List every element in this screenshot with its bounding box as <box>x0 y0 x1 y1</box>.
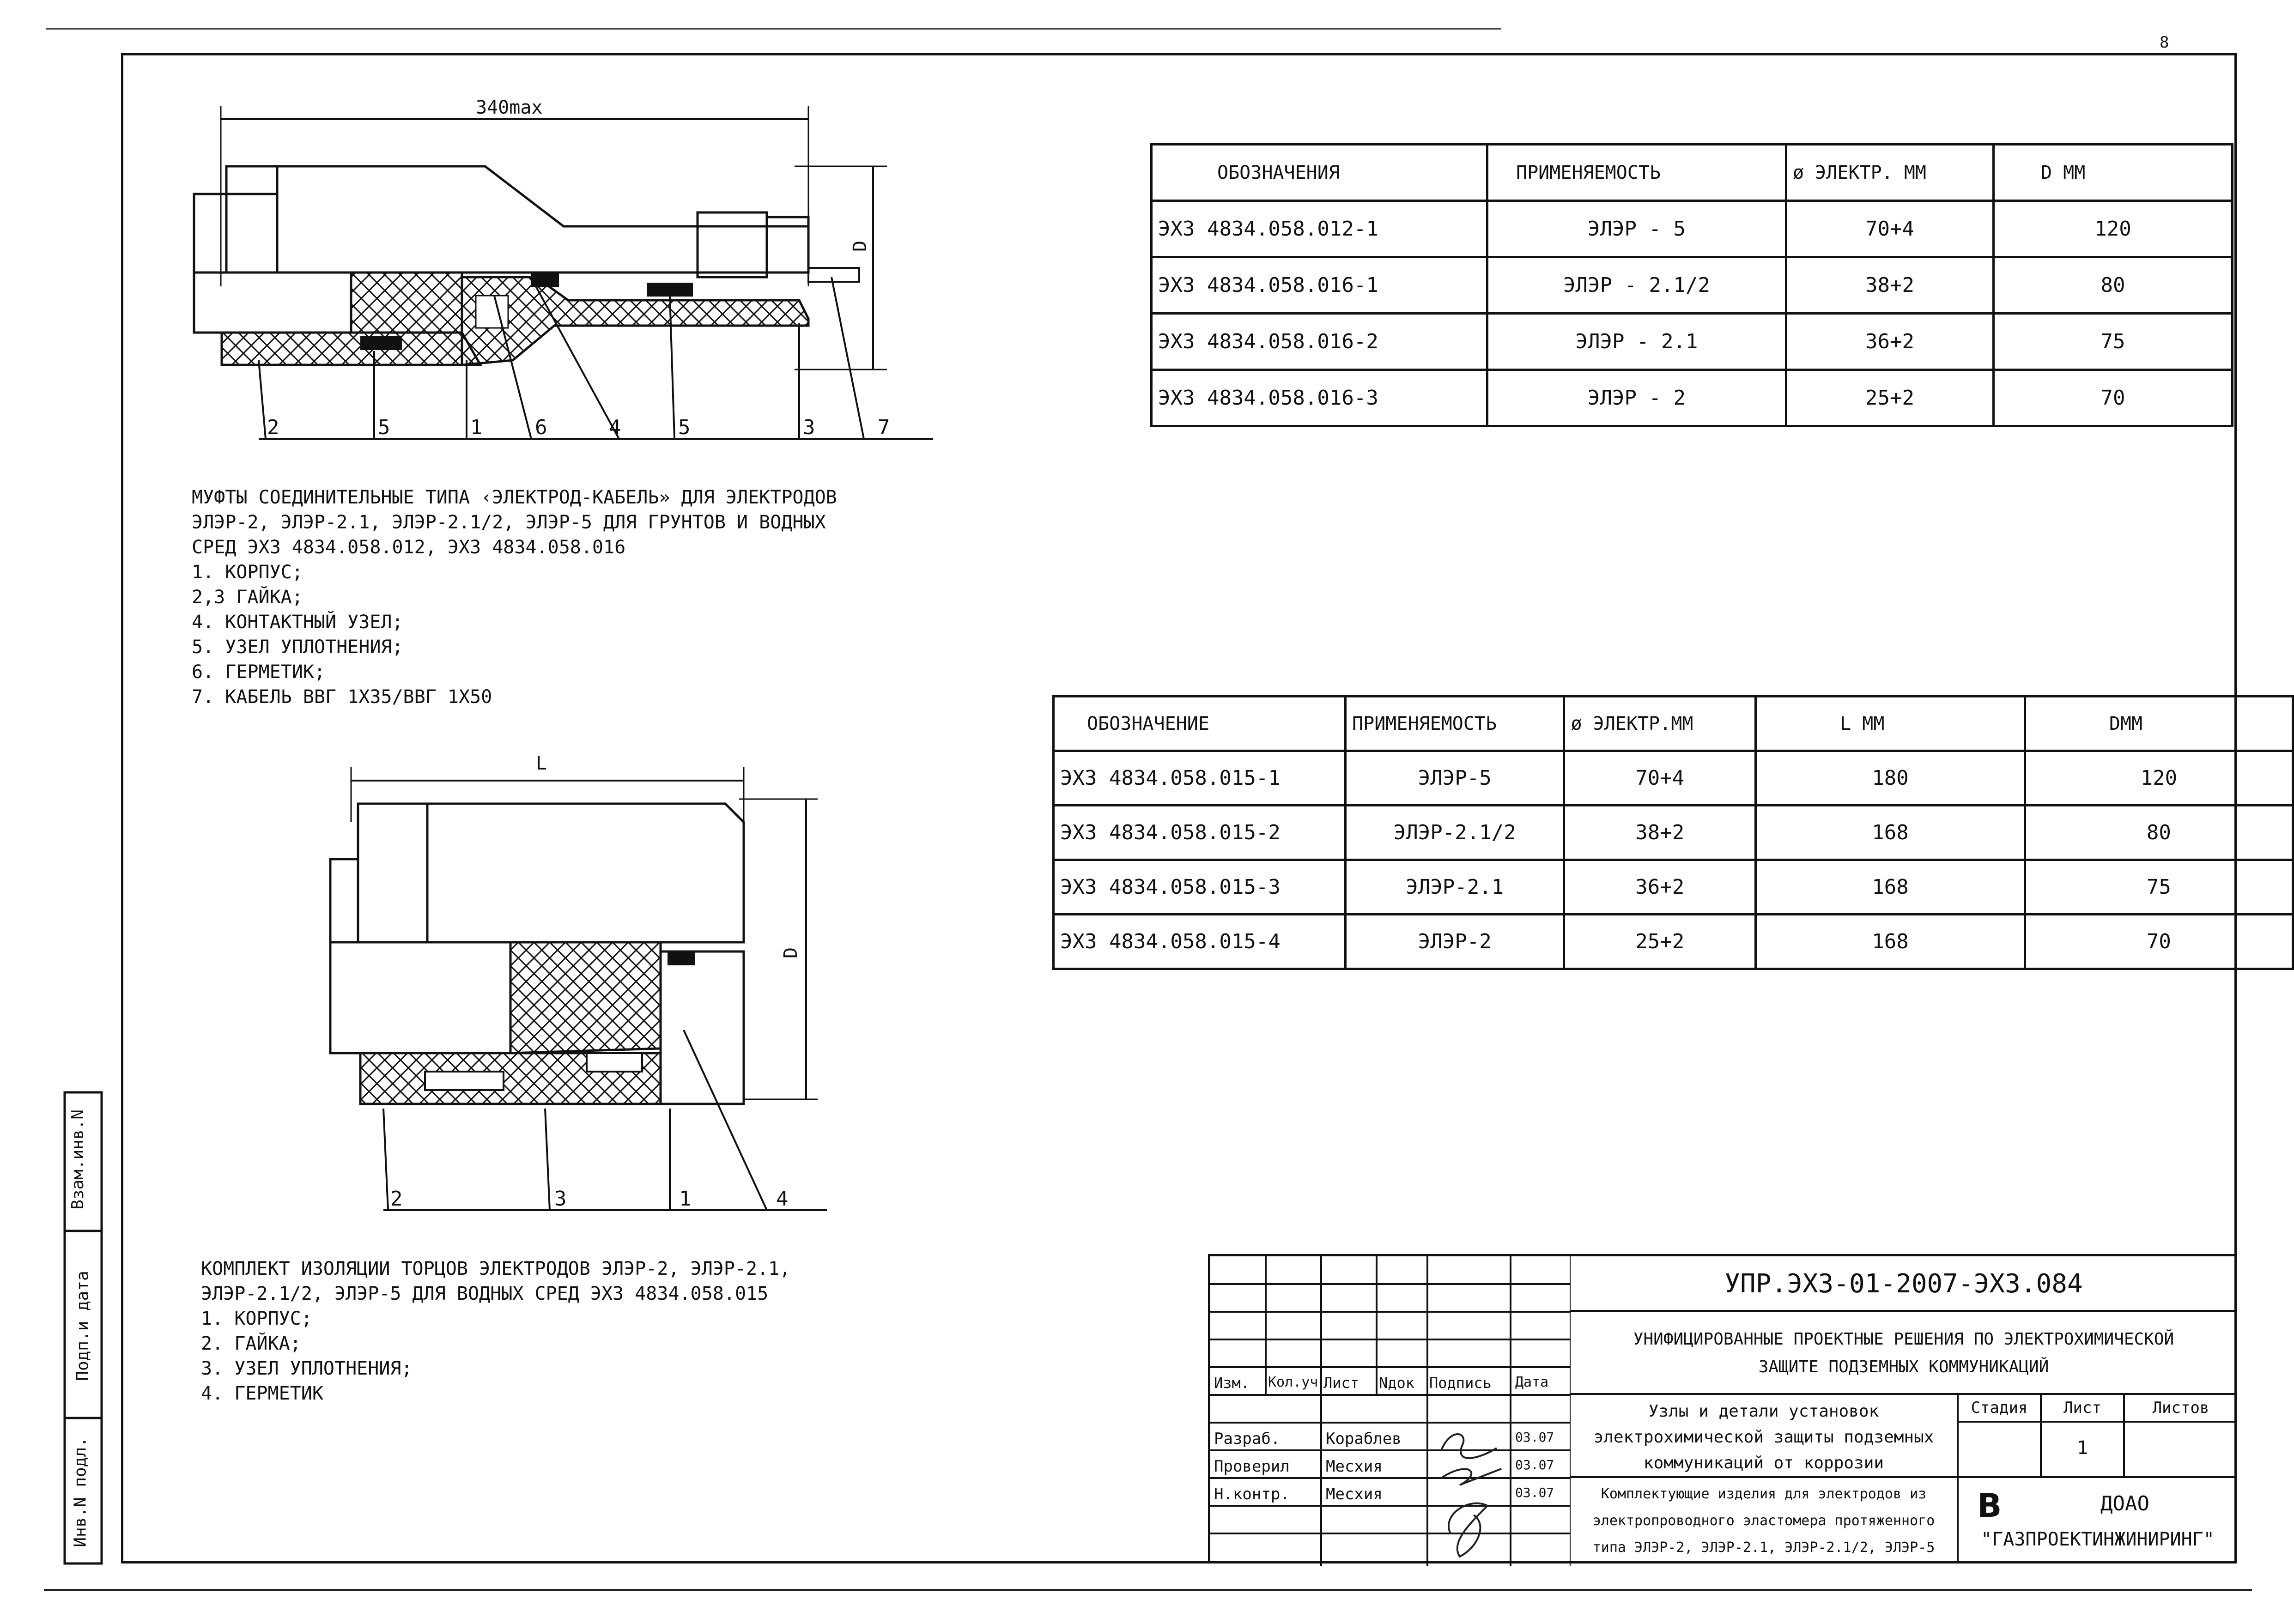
cell-applicability: ЭЛЭР - 2 <box>1487 370 1786 426</box>
desc2-line: 4. ГЕРМЕТИК <box>201 1383 323 1404</box>
table-row <box>1054 915 2293 969</box>
cell-d: 70 <box>2025 915 2293 969</box>
cell-electrode-dia: 36+2 <box>1564 860 1756 915</box>
section-title-2: электрохимической защиты подземных <box>1593 1428 1934 1447</box>
desc1-line: 7. КАБЕЛЬ ВВГ 1Х35/ВВГ 1Х50 <box>192 686 492 708</box>
stage-grid <box>1959 1395 2237 1478</box>
cell-designation: ЭХЗ 4834.058.016-1 <box>1152 257 1487 314</box>
table-row <box>1054 860 2293 915</box>
cell-applicability: ЭЛЭР - 2.1/2 <box>1487 257 1786 314</box>
page-mark: 8 <box>2160 33 2169 52</box>
cell-d: 70 <box>1994 370 2233 426</box>
coupling-description <box>192 485 837 709</box>
col-header: ø ЭЛЕКТР. ММ <box>1786 145 1994 201</box>
table-row <box>1152 201 2233 257</box>
stage-label: Стадия <box>1971 1399 2028 1417</box>
col-header: ПРИМЕНЯЕМОСТЬ <box>1487 145 1786 201</box>
callout-d2-2: 2 <box>390 1187 403 1211</box>
cell-applicability: ЭЛЭР-2.1/2 <box>1346 806 1564 860</box>
sheet-label: Лист <box>2063 1399 2101 1417</box>
sheet-title-2: электропроводного эластомера протяженного <box>1592 1513 1935 1529</box>
table-row <box>1152 257 2233 314</box>
col-header: D ММ <box>1994 145 2233 201</box>
callout-d1-4: 4 <box>609 416 621 439</box>
cell-l: 180 <box>1756 751 2025 806</box>
col-header: ø ЭЛЕКТР.ММ <box>1564 697 1756 751</box>
desc1-line: ЭЛЭР-2, ЭЛЭР-2.1, ЭЛЭР-2.1/2, ЭЛЭР-5 ДЛЯ ГРУНТОВ И ВОДНЫХ <box>192 512 826 533</box>
role-checker: Проверил <box>1214 1457 1290 1476</box>
stage-value <box>1959 1423 2042 1478</box>
desc2-line: 1. КОРПУС; <box>201 1308 312 1329</box>
sheet-title-1: Комплектующие изделия для электродов из <box>1601 1486 1927 1502</box>
insulation-description <box>201 1256 790 1406</box>
table-row <box>1152 370 2233 426</box>
cell-designation: ЭХЗ 4834.058.015-3 <box>1054 860 1346 915</box>
cell-applicability: ЭЛЭР-5 <box>1346 751 1564 806</box>
desc2-line: ЭЛЭР-2.1/2, ЭЛЭР-5 ДЛЯ ВОДНЫХ СРЕД ЭХЗ 4834.058.015 <box>201 1283 769 1304</box>
cell-l: 168 <box>1756 806 2025 860</box>
date-developer: 03.07 <box>1515 1430 1554 1445</box>
stamp-replacement-inv: Взам.инв.N <box>68 1109 87 1210</box>
role-norm-control: Н.контр. <box>1214 1485 1290 1503</box>
sheet-title-cell <box>1571 1478 1959 1563</box>
cell-designation: ЭХЗ 4834.058.016-3 <box>1152 370 1487 426</box>
dim-height-1: D <box>850 240 871 252</box>
desc2-line: 2. ГАЙКА; <box>201 1333 301 1354</box>
role-developer: Разраб. <box>1214 1430 1281 1448</box>
cell-electrode-dia: 25+2 <box>1564 915 1756 969</box>
project-title-1: УНИФИЦИРОВАННЫЕ ПРОЕКТНЫЕ РЕШЕНИЯ ПО ЭЛЕКТРОХИМИЧЕСКОЙ <box>1633 1330 2174 1349</box>
name-checker: Месхия <box>1326 1457 1383 1476</box>
col-header-docno: Nдок <box>1379 1374 1415 1392</box>
sheet-number: 1 <box>2076 1437 2088 1459</box>
table-row <box>1054 806 2293 860</box>
company-logo-icon: B <box>1977 1487 2002 1525</box>
project-title-cell <box>1571 1312 2237 1395</box>
desc2-line: КОМПЛЕКТ ИЗОЛЯЦИИ ТОРЦОВ ЭЛЕКТРОДОВ ЭЛЭР-2, ЭЛЭР-2.1, <box>201 1258 791 1279</box>
cell-electrode-dia: 36+2 <box>1786 314 1994 370</box>
callout-d1-3: 3 <box>803 416 815 439</box>
table-row <box>1054 751 2293 806</box>
cell-d: 80 <box>2025 806 2293 860</box>
dim-length-1: 340max <box>476 97 543 118</box>
project-title-2: ЗАЩИТЕ ПОДЗЕМНЫХ КОММУНИКАЦИЙ <box>1758 1357 2049 1376</box>
sheets-label: Листов <box>2152 1399 2209 1417</box>
callout-d1-5b: 5 <box>678 416 691 439</box>
doc-code-cell <box>1571 1256 2237 1312</box>
callout-d1-5a: 5 <box>378 416 390 439</box>
date-norm-control: 03.07 <box>1515 1485 1554 1500</box>
callout-d1-2: 2 <box>267 416 279 439</box>
col-header: ПРИМЕНЯЕМОСТЬ <box>1346 697 1564 751</box>
cell-electrode-dia: 70+4 <box>1564 751 1756 806</box>
name-norm-control: Месхия <box>1326 1485 1383 1503</box>
cell-electrode-dia: 38+2 <box>1786 257 1994 314</box>
desc1-line: 6. ГЕРМЕТИК; <box>192 661 325 683</box>
col-header: L ММ <box>1756 697 2025 751</box>
table-row <box>1152 314 2233 370</box>
callout-d1-6: 6 <box>535 416 547 439</box>
col-header: DММ <box>2025 697 2293 751</box>
cell-d: 80 <box>1994 257 2233 314</box>
desc1-line: СРЕД ЭХЗ 4834.058.012, ЭХЗ 4834.058.016 <box>192 537 626 558</box>
cell-designation: ЭХЗ 4834.058.015-1 <box>1054 751 1346 806</box>
desc1-line: 5. УЗЕЛ УПЛОТНЕНИЯ; <box>192 636 403 658</box>
callout-d1-7: 7 <box>878 416 890 439</box>
cell-designation: ЭХЗ 4834.058.012-1 <box>1152 201 1487 257</box>
callout-d2-1: 1 <box>679 1187 692 1211</box>
cell-applicability: ЭЛЭР-2.1 <box>1346 860 1564 915</box>
stamp-sign-date: Подп.и дата <box>73 1271 92 1381</box>
name-developer: Кораблев <box>1326 1430 1402 1448</box>
insulation-spec-table <box>1052 695 2294 970</box>
title-block <box>1208 1254 2237 1563</box>
org-name-1: ДОАО <box>2100 1492 2149 1515</box>
cell-l: 168 <box>1756 860 2025 915</box>
dim-height-2: D <box>780 947 802 959</box>
cell-electrode-dia: 38+2 <box>1564 806 1756 860</box>
desc2-line: 3. УЗЕЛ УПЛОТНЕНИЯ; <box>201 1358 413 1379</box>
desc1-line: 4. КОНТАКТНЫЙ УЗЕЛ; <box>192 612 403 633</box>
cell-designation: ЭХЗ 4834.058.015-4 <box>1054 915 1346 969</box>
coupling-spec-table <box>1150 143 2233 427</box>
desc1-line: МУФТЫ СОЕДИНИТЕЛЬНЫЕ ТИПА ‹ЭЛЕКТРОД-КАБЕЛЬ» ДЛЯ ЭЛЕКТРОДОВ <box>192 487 837 508</box>
col-header-count: Кол.уч <box>1268 1374 1318 1390</box>
desc1-line: 2,3 ГАЙКА; <box>192 587 303 608</box>
section-title-1: Узлы и детали установок <box>1648 1402 1879 1421</box>
cell-d: 120 <box>2025 751 2293 806</box>
signature-marks <box>1441 1434 1501 1557</box>
cell-electrode-dia: 70+4 <box>1786 201 1994 257</box>
sheet-title-3: типа ЭЛЭР-2, ЭЛЭР-2.1, ЭЛЭР-2.1/2, ЭЛЭР-5 <box>1592 1539 1935 1556</box>
cell-applicability: ЭЛЭР - 5 <box>1487 201 1786 257</box>
callout-d1-1: 1 <box>470 416 483 439</box>
cell-d: 75 <box>2025 860 2293 915</box>
cell-electrode-dia: 25+2 <box>1786 370 1994 426</box>
doc-code: УПР.ЭХЗ-01-2007-ЭХЗ.084 <box>1724 1269 2083 1299</box>
org-name-2: "ГАЗПРОЕКТИНЖИНИРИНГ" <box>1981 1529 2215 1550</box>
desc1-line: 1. КОРПУС; <box>192 562 303 583</box>
section-title-3: коммуникаций от коррозии <box>1643 1454 1884 1473</box>
col-header-signature: Подпись <box>1429 1374 1492 1392</box>
callout-d2-4: 4 <box>776 1187 789 1211</box>
col-header: ОБОЗНАЧЕНИЕ <box>1054 697 1346 751</box>
revision-grid <box>1210 1256 1571 1566</box>
cell-d: 75 <box>1994 314 2233 370</box>
callout-d2-3: 3 <box>554 1187 567 1211</box>
col-header-date: Дата <box>1515 1374 1549 1390</box>
cell-designation: ЭХЗ 4834.058.016-2 <box>1152 314 1487 370</box>
cell-applicability: ЭЛЭР - 2.1 <box>1487 314 1786 370</box>
stamp-original-inv: Инв.N подл. <box>71 1437 90 1547</box>
col-header-change: Изм. <box>1214 1374 1250 1392</box>
cell-d: 120 <box>1994 201 2233 257</box>
dim-length-2: L <box>536 753 547 774</box>
col-header: ОБОЗНАЧЕНИЯ <box>1152 145 1487 201</box>
cell-designation: ЭХЗ 4834.058.015-2 <box>1054 806 1346 860</box>
cell-l: 168 <box>1756 915 2025 969</box>
col-header-sheet: Лист <box>1323 1374 1359 1392</box>
date-checker: 03.07 <box>1515 1457 1554 1473</box>
org-cell <box>1959 1478 2237 1563</box>
cell-applicability: ЭЛЭР-2 <box>1346 915 1564 969</box>
section-title-cell <box>1571 1395 1959 1478</box>
